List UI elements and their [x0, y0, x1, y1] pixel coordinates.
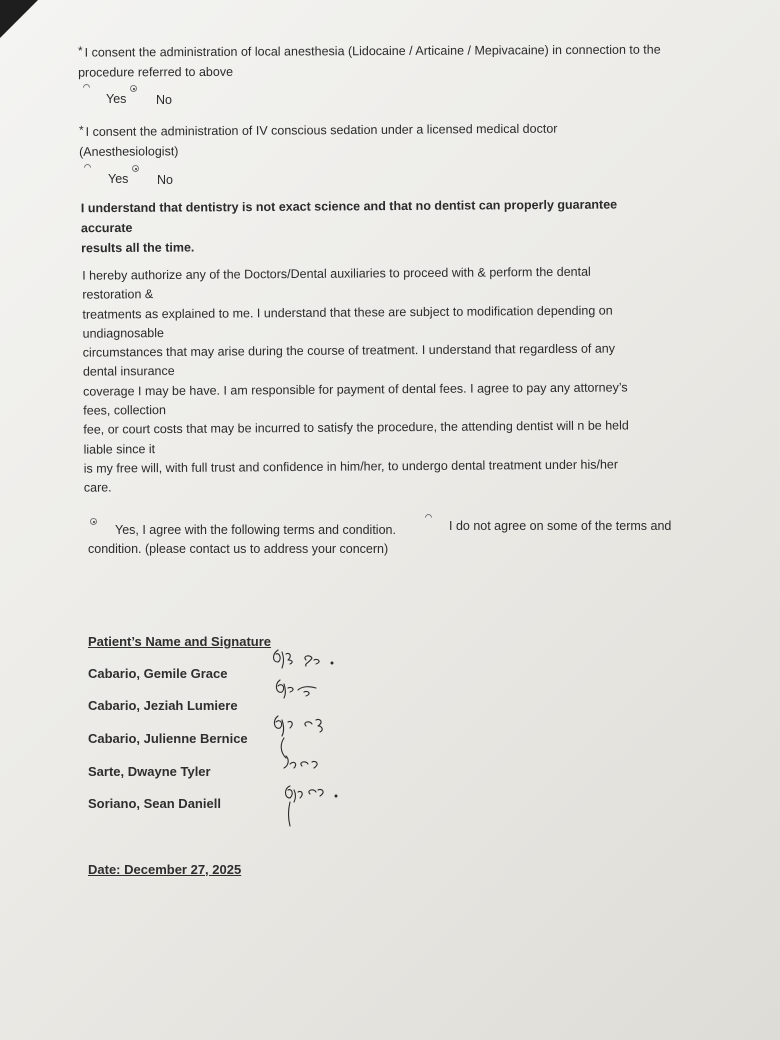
- authorization-line: restoration &: [82, 287, 154, 302]
- patient-name: Cabario, Jeziah Lumiere: [88, 698, 238, 713]
- disagree-label-continued: condition. (please contact us to address your concern): [88, 542, 389, 556]
- authorization-line: is my free will, with full trust and confidence in him/her, to undergo dental treatment under his/her: [83, 457, 619, 476]
- authorization-line: undiagnosable: [82, 325, 165, 341]
- authorization-line: I hereby authorize any of the Doctors/Dental auxiliaries to proceed with & perform the dental: [82, 264, 591, 283]
- authorization-line: fee, or court costs that may be incurred to satisfy the procedure, the attending dentist will n be held: [83, 418, 629, 438]
- signature-mark: [274, 650, 333, 668]
- authorization-line: dental insurance: [82, 364, 175, 380]
- handwritten-signatures: [266, 648, 366, 833]
- dentistry-disclaimer: I understand that dentistry is not exact science and that no dentist can properly guarantee accurate results all the time.: [80, 197, 618, 256]
- q2-no-radio[interactable]: [132, 165, 139, 172]
- patients-heading: Patient’s Name and Signature: [88, 634, 272, 649]
- disagree-label: I do not agree on some of the terms and: [449, 519, 672, 533]
- disagree-radio[interactable]: [424, 513, 434, 523]
- signature-mark: [276, 680, 316, 698]
- q1-no-label: No: [156, 93, 172, 107]
- required-asterisk: *: [78, 122, 84, 137]
- q2-consent-text: * I consent the administration of IV conscious sedation under a licensed medical doctor (Anesthesiologist): [78, 121, 558, 159]
- authorization-line: care.: [83, 480, 112, 495]
- agree-radio[interactable]: [90, 518, 97, 525]
- q1-yes-label: Yes: [106, 92, 127, 106]
- authorization-line: coverage I may be have. I am responsible for payment of dental fees. I agree to pay any attorney’s: [83, 380, 628, 399]
- required-asterisk: *: [77, 43, 83, 58]
- authorization-line: liable since it: [83, 441, 156, 457]
- q2-yes-radio[interactable]: [83, 163, 93, 173]
- signature-mark: [274, 716, 322, 736]
- authorization-paragraph: [82, 261, 764, 498]
- patient-name: Cabario, Julienne Bernice: [88, 731, 248, 746]
- authorization-line: circumstances that may arise during the course of treatment. I understand that regardless of any: [82, 341, 616, 360]
- consent-date: Date: December 27, 2025: [88, 862, 242, 877]
- patient-name: Sarte, Dwayne Tyler: [88, 764, 211, 779]
- q2-no-label: No: [157, 173, 173, 187]
- q1-consent-text: * I consent the administration of local anesthesia (Lidocaine / Articaine / Mepivacaine) in connection to the procedure referred to above: [77, 42, 661, 80]
- patient-name: Cabario, Gemile Grace: [88, 666, 228, 681]
- authorization-line: treatments as explained to me. I understand that these are subject to modification depending on: [82, 303, 613, 322]
- q1-no-radio[interactable]: [130, 85, 137, 92]
- patient-name: Soriano, Sean Daniell: [88, 796, 221, 811]
- page-corner-shadow: [0, 0, 38, 38]
- signature-mark: [281, 738, 317, 768]
- signature-mark: [286, 786, 337, 826]
- agree-label: Yes, I agree with the following terms and condition.: [115, 523, 396, 537]
- q1-yes-radio[interactable]: [82, 83, 92, 93]
- authorization-line: fees, collection: [83, 403, 166, 418]
- q2-yes-label: Yes: [108, 172, 129, 186]
